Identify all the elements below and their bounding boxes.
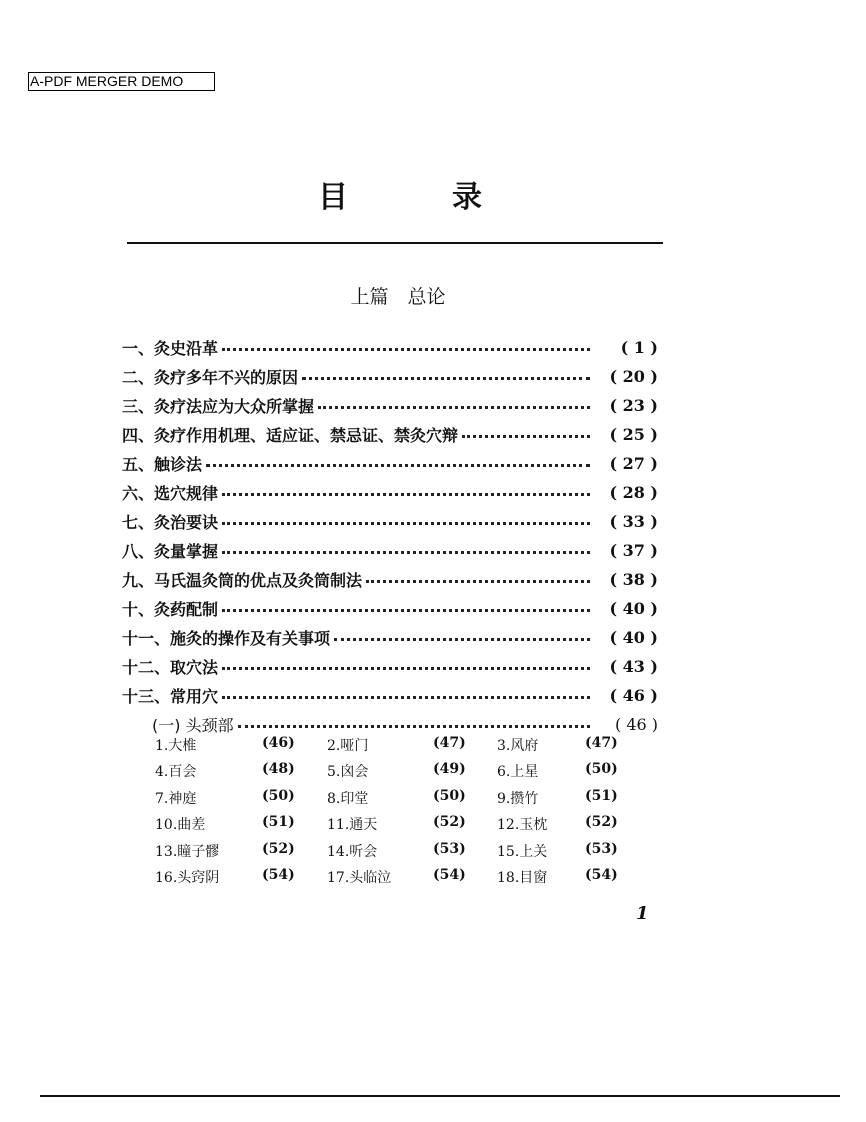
dot-leader	[334, 638, 590, 641]
toc-entry-label: 四、灸疗作用机理、适应证、禁忌证、禁灸穴辩	[122, 426, 459, 445]
toc-entry-label: 八、灸量掌握	[122, 542, 219, 561]
acupoint-name[interactable]: 14.听会	[327, 843, 378, 860]
acupoint-page: (54)	[585, 866, 618, 883]
toc-entry[interactable]	[122, 652, 658, 681]
toc-entry-label: 十二、取穴法	[122, 658, 219, 677]
acupoint-name[interactable]: 7.神庭	[155, 790, 197, 807]
dot-leader	[238, 725, 590, 728]
toc-entry-label: 十三、常用穴	[122, 687, 219, 706]
acupoint-page: (51)	[585, 787, 618, 804]
toc-entry-page: ( 23 )	[609, 396, 658, 415]
toc-entry[interactable]	[122, 478, 658, 507]
toc-entry-label: 二、灸疗多年不兴的原因	[122, 368, 299, 387]
toc-entry-label: 十、灸药配制	[122, 600, 219, 619]
title-char-2: 录	[452, 180, 482, 215]
acupoint-name[interactable]: 3.风府	[497, 738, 539, 754]
acupoint-name[interactable]: 12.玉枕	[497, 817, 548, 834]
toc-entry-label: 九、马氏温灸筒的优点及灸筒制法	[122, 571, 363, 590]
title-rule	[127, 242, 663, 244]
toc-entry-page: ( 46 )	[614, 715, 658, 734]
acupoint-name[interactable]: 15.上关	[497, 843, 548, 860]
acupoint-page: (46)	[262, 735, 295, 751]
acupoint-name[interactable]: 1.大椎	[155, 738, 197, 754]
toc-entry-page: ( 46 )	[609, 686, 658, 705]
toc-entry-page: ( 27 )	[609, 454, 658, 473]
acupoint-name[interactable]: 5.囟会	[327, 764, 369, 781]
acupoint-name[interactable]: 6.上星	[497, 764, 539, 781]
section-heading: 上篇 总论	[350, 286, 446, 308]
acupoint-page: (52)	[262, 840, 295, 857]
acupoint-name[interactable]: 17.头临泣	[327, 869, 392, 886]
acupoint-name[interactable]: 9.攒竹	[497, 790, 539, 807]
toc-entry[interactable]	[122, 594, 658, 623]
acupoint-page: (51)	[262, 814, 295, 831]
toc-entry-page: ( 40 )	[609, 599, 658, 618]
acupoint-page: (53)	[585, 840, 618, 857]
dot-leader	[222, 609, 590, 612]
page-number: 1	[636, 903, 649, 924]
acupoint-name[interactable]: 4.百会	[155, 764, 197, 781]
acupoint-page: (50)	[585, 761, 618, 778]
toc-entry-page: ( 37 )	[609, 541, 658, 560]
acupoint-name[interactable]: 11.通天	[327, 817, 378, 834]
bottom-rule	[40, 1095, 840, 1097]
toc-entry-page: ( 1 )	[620, 338, 658, 357]
dot-leader	[222, 667, 590, 670]
acupoint-page: (50)	[262, 787, 295, 804]
acupoint-name[interactable]: 8.印堂	[327, 790, 369, 807]
toc-entry-page: ( 43 )	[609, 657, 658, 676]
acupoint-page: (54)	[262, 866, 295, 883]
dot-leader	[222, 493, 590, 496]
dot-leader	[302, 377, 590, 380]
dot-leader	[222, 551, 590, 554]
page-title	[0, 172, 866, 215]
acupoint-page: (52)	[585, 814, 618, 831]
toc-entry[interactable]	[122, 449, 658, 478]
watermark-label: A-PDF MERGER DEMO	[28, 72, 215, 91]
toc-entry[interactable]	[122, 536, 658, 565]
toc-entry-label: 五、触诊法	[122, 455, 203, 474]
acupoint-page: (50)	[433, 787, 466, 804]
toc-entry[interactable]	[122, 681, 658, 710]
acupoint-name[interactable]: 2.哑门	[327, 738, 369, 754]
toc-entry-page: ( 20 )	[609, 367, 658, 386]
toc-entry[interactable]	[122, 391, 658, 420]
toc-entry-page: ( 33 )	[609, 512, 658, 531]
dot-leader	[366, 580, 590, 583]
dot-leader	[206, 464, 590, 467]
dot-leader	[222, 696, 590, 699]
toc-entry-label: 七、灸治要诀	[122, 513, 219, 532]
acupoint-page: (52)	[433, 814, 466, 831]
table-of-contents	[122, 333, 658, 739]
toc-entry-page: ( 40 )	[609, 628, 658, 647]
toc-entry-label: 三、灸疗法应为大众所掌握	[122, 397, 315, 416]
toc-entry-label: 十一、施灸的操作及有关事项	[122, 629, 331, 648]
toc-entry[interactable]	[122, 623, 658, 652]
dot-leader	[222, 522, 590, 525]
toc-entry-page: ( 25 )	[609, 425, 658, 444]
acupoint-page: (49)	[433, 761, 466, 778]
toc-entry[interactable]	[122, 710, 658, 739]
acupoint-name[interactable]: 10.曲差	[155, 817, 206, 834]
toc-entry[interactable]	[122, 507, 658, 536]
toc-entry-label: 一、灸史沿革	[122, 339, 219, 358]
toc-entry-label: (一) 头颈部	[152, 716, 234, 735]
dot-leader	[462, 435, 590, 438]
acupoint-name[interactable]: 16.头窍阴	[155, 869, 220, 886]
acupoint-page: (48)	[262, 761, 295, 778]
dot-leader	[222, 348, 590, 351]
toc-entry[interactable]	[122, 333, 658, 362]
acupoint-page: (47)	[585, 735, 618, 751]
toc-entry[interactable]	[122, 565, 658, 594]
toc-entry-page: ( 38 )	[609, 570, 658, 589]
toc-entry[interactable]	[122, 420, 658, 449]
acupoint-name[interactable]: 13.瞳子髎	[155, 843, 220, 860]
acupoint-page: (54)	[433, 866, 466, 883]
title-char-1: 目	[318, 180, 348, 215]
toc-entry-page: ( 28 )	[609, 483, 658, 502]
dot-leader	[318, 406, 590, 409]
acupoint-page: (53)	[433, 840, 466, 857]
acupoint-page: (47)	[433, 735, 466, 751]
toc-entry-label: 六、选穴规律	[122, 484, 219, 503]
toc-entry[interactable]	[122, 362, 658, 391]
acupoint-name[interactable]: 18.目窗	[497, 869, 548, 886]
